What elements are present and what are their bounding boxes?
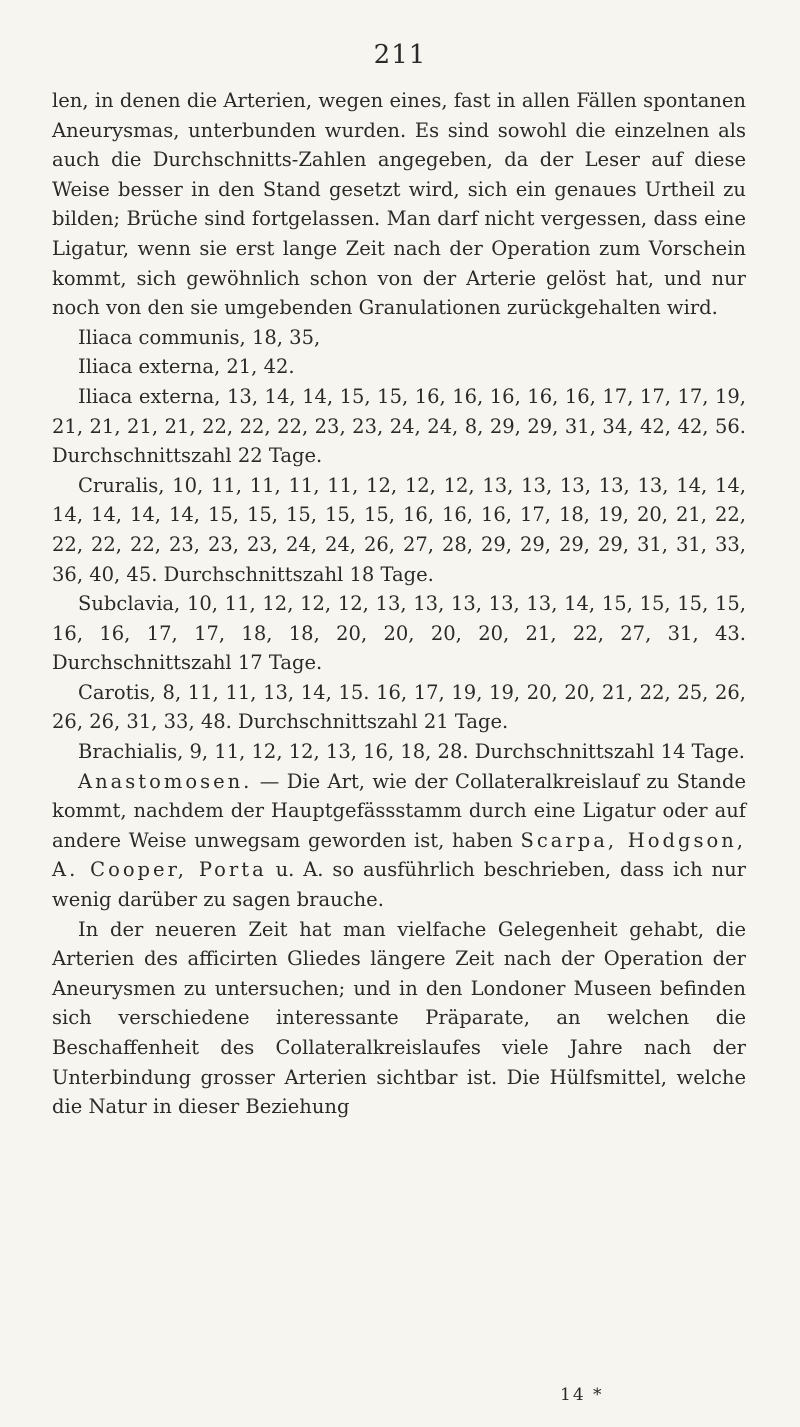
entry-iliaca-externa-short: Iliaca externa, 21, 42. xyxy=(78,355,295,379)
entry-brachialis: Brachialis, 9, 11, 12, 12, 13, 16, 18, 28. Durchschnittszahl 14 Tage. xyxy=(78,740,745,764)
section-heading-anastomosen: Anastomosen. xyxy=(78,769,253,793)
entry-cruralis: Cruralis, 10, 11, 11, 11, 11, 12, 12, 12, 13, 13, 13, 13, 13, 14, 14, 14, 14, 14, 14, 15, 15, 15, 15, 15, 16, 16, 16, 17, 18, 19, 20, 21, 22, 22, 22, 22, 23, 23, 23, 24, 24, 26, 27, 28, 29, 29, 29, 29, 31, 31, 33, 36, 40, 45. Durchschnittszahl 18 Tage. xyxy=(52,473,746,586)
entry-iliaca-externa: Iliaca externa, 13, 14, 14, 15, 15, 16, 16, 16, 16, 16, 17, 17, 17, 19, 21, 21, 21, 21, 22, 22, 22, 23, 23, 24, 24, 8, 29, 29, 31, 34, 42, 42, 56. Durchschnittszahl 22 Tage. xyxy=(52,384,746,468)
signature-mark: 14 * xyxy=(560,1385,604,1405)
entry-subclavia: Subclavia, 10, 11, 12, 12, 12, 13, 13, 13, 13, 13, 14, 15, 15, 15, 15, 16, 16, 17, 17, 18, 18, 20, 20, 20, 20, 21, 22, 27, 31, 43. Durchschnittszahl 17 Tage. xyxy=(52,592,746,675)
paragraph-anastomosen xyxy=(52,767,746,915)
author-names: Scarpa, Hodgson, A. Cooper, Porta xyxy=(52,828,746,882)
paragraph-museen: In der neueren Zeit hat man vielfache Gelegenheit gehabt, die Arterien des afficirten Gliedes längere Zeit nach der Operation der Aneurysmen zu untersuchen; und in den Londoner Museen befinden sich verschiedene interessante Präparate, an welchen die Beschaffenheit des Collateralkreislaufes viele Jahre nach der Unterbindung grosser Arterien sichtbar ist. Die Hülfsmittel, welche die Natur in dieser Beziehung xyxy=(52,917,746,1119)
entry-carotis: Carotis, 8, 11, 11, 13, 14, 15. 16, 17, 19, 19, 20, 20, 21, 22, 25, 26, 26, 26, 31, 33, 48. Durchschnittszahl 21 Tage. xyxy=(52,680,746,734)
text-body xyxy=(52,86,746,1122)
paragraph-intro: len, in denen die Arterien, wegen eines, fast in allen Fällen spontanen Aneurysmas, unterbunden wurden. Es sind sowohl die einzelnen als auch die Durchschnitts-Zahlen angegeben, da der Leser auf diese Weise besser in den Stand gesetzt wird, sich ein genaues Urtheil zu bilden; Brüche sind fortgelassen. Man darf nicht vergessen, dass eine Ligatur, wenn sie erst lange Zeit nach der Operation zum Vorschein kommt, sich gewöhnlich schon von der Arterie gelöst hat, und nur noch von den sie umgebenden Granulationen zurückgehalten wird. xyxy=(52,89,746,320)
anastomosen-text: — Die Art, wie der Collateralkreislauf zu Stande kommt, nachdem der Hauptgefässstamm durch eine Ligatur oder auf andere Weise unwegsam geworden ist, haben xyxy=(52,769,746,852)
anastomosen-tail: u. A. so ausführlich beschrieben, dass ich nur wenig darüber zu sagen brauche. xyxy=(52,858,746,912)
page-number: 211 xyxy=(373,40,427,70)
entry-iliaca-communis: Iliaca communis, 18, 35, xyxy=(78,325,321,349)
